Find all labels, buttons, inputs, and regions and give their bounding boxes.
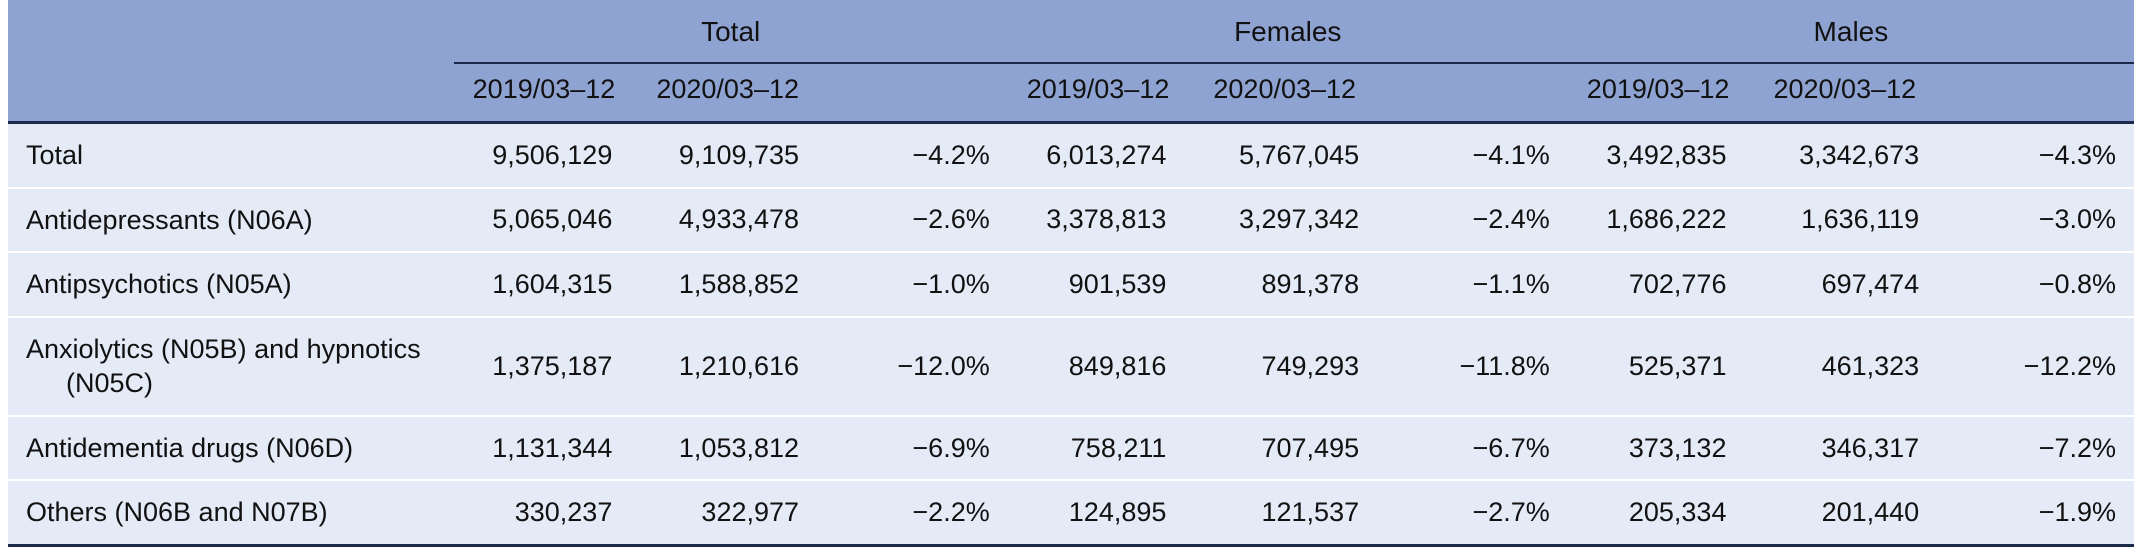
cell-total-curr: 9,109,735 <box>634 124 821 188</box>
cell-males-change: −7.2% <box>1941 416 2134 481</box>
table-bottom-rule <box>8 544 2134 547</box>
cell-males-curr: 346,317 <box>1748 416 1941 481</box>
row-label: Total <box>8 124 454 188</box>
cell-females-curr: 121,537 <box>1188 480 1381 544</box>
cell-females-prev: 3,378,813 <box>1008 188 1189 253</box>
cell-males-prev: 373,132 <box>1568 416 1749 481</box>
subheader-total-prev: 2019/03–12 <box>454 63 635 121</box>
group-header-males <box>1568 0 2134 63</box>
subheader-row <box>8 63 2134 121</box>
group-header-females-label: Females <box>1234 16 1342 47</box>
group-header-row <box>8 0 2134 63</box>
cell-males-prev: 702,776 <box>1568 252 1749 317</box>
corner-cell <box>8 0 454 63</box>
cell-total-change: −1.0% <box>821 252 1008 317</box>
table-header <box>8 0 2134 121</box>
subheader-total-curr: 2020/03–12 <box>634 63 821 121</box>
cell-total-prev: 1,131,344 <box>454 416 635 481</box>
group-header-females <box>1008 0 1568 63</box>
subheader-females-change <box>1381 63 1568 121</box>
cell-total-curr: 4,933,478 <box>634 188 821 253</box>
group-header-males-label: Males <box>1813 16 1889 47</box>
row-label: Others (N06B and N07B) <box>8 480 454 544</box>
subheader-females-prev: 2019/03–12 <box>1008 63 1189 121</box>
cell-females-curr: 749,293 <box>1188 317 1381 416</box>
row-label-continuation: (N05C) <box>66 368 154 399</box>
table-row <box>8 188 2134 253</box>
cell-females-prev: 758,211 <box>1008 416 1189 481</box>
cell-males-prev: 3,492,835 <box>1568 124 1749 188</box>
row-label: Antidepressants (N06A) <box>8 188 454 253</box>
cell-males-change: −12.2% <box>1941 317 2134 416</box>
cell-total-change: −12.0% <box>821 317 1008 416</box>
table-body <box>8 124 2134 544</box>
cell-males-curr: 461,323 <box>1748 317 1941 416</box>
cell-total-prev: 1,604,315 <box>454 252 635 317</box>
cell-females-curr: 707,495 <box>1188 416 1381 481</box>
cell-males-curr: 3,342,673 <box>1748 124 1941 188</box>
cell-males-prev: 1,686,222 <box>1568 188 1749 253</box>
row-label: Anxiolytics (N05B) and hypnotics (N05C) <box>8 317 454 416</box>
subheader-total-change <box>821 63 1008 121</box>
cell-females-change: −2.7% <box>1381 480 1568 544</box>
subheader-females-curr: 2020/03–12 <box>1188 63 1381 121</box>
cell-total-change: −2.2% <box>821 480 1008 544</box>
cell-total-change: −4.2% <box>821 124 1008 188</box>
table-row <box>8 124 2134 188</box>
cell-females-change: −6.7% <box>1381 416 1568 481</box>
statistics-table <box>8 0 2134 121</box>
cell-males-change: −4.3% <box>1941 124 2134 188</box>
cell-males-change: −1.9% <box>1941 480 2134 544</box>
cell-total-curr: 1,210,616 <box>634 317 821 416</box>
table-row <box>8 480 2134 544</box>
cell-total-prev: 1,375,187 <box>454 317 635 416</box>
group-header-total <box>454 0 1008 63</box>
cell-males-curr: 1,636,119 <box>1748 188 1941 253</box>
cell-females-prev: 901,539 <box>1008 252 1189 317</box>
cell-males-curr: 697,474 <box>1748 252 1941 317</box>
cell-females-prev: 124,895 <box>1008 480 1189 544</box>
cell-total-change: −2.6% <box>821 188 1008 253</box>
subheader-males-prev: 2019/03–12 <box>1568 63 1749 121</box>
cell-total-curr: 1,588,852 <box>634 252 821 317</box>
table-row <box>8 317 2134 416</box>
cell-females-change: −1.1% <box>1381 252 1568 317</box>
cell-females-prev: 6,013,274 <box>1008 124 1189 188</box>
cell-total-curr: 322,977 <box>634 480 821 544</box>
cell-males-prev: 205,334 <box>1568 480 1749 544</box>
cell-total-curr: 1,053,812 <box>634 416 821 481</box>
cell-females-change: −4.1% <box>1381 124 1568 188</box>
cell-males-change: −0.8% <box>1941 252 2134 317</box>
cell-males-change: −3.0% <box>1941 188 2134 253</box>
table-row <box>8 252 2134 317</box>
cell-males-curr: 201,440 <box>1748 480 1941 544</box>
row-label: Antipsychotics (N05A) <box>8 252 454 317</box>
cell-total-prev: 9,506,129 <box>454 124 635 188</box>
group-header-total-label: Total <box>701 16 761 47</box>
row-label: Antidementia drugs (N06D) <box>8 416 454 481</box>
cell-females-change: −11.8% <box>1381 317 1568 416</box>
cell-females-curr: 3,297,342 <box>1188 188 1381 253</box>
cell-females-change: −2.4% <box>1381 188 1568 253</box>
cell-females-prev: 849,816 <box>1008 317 1189 416</box>
cell-total-change: −6.9% <box>821 416 1008 481</box>
cell-total-prev: 330,237 <box>454 480 635 544</box>
corner-cell-2 <box>8 63 454 121</box>
cell-females-curr: 5,767,045 <box>1188 124 1381 188</box>
statistics-table-body <box>8 124 2134 544</box>
subheader-males-change <box>1941 63 2134 121</box>
cell-total-prev: 5,065,046 <box>454 188 635 253</box>
table-row <box>8 416 2134 481</box>
subheader-males-curr: 2020/03–12 <box>1748 63 1941 121</box>
cell-males-prev: 525,371 <box>1568 317 1749 416</box>
cell-females-curr: 891,378 <box>1188 252 1381 317</box>
